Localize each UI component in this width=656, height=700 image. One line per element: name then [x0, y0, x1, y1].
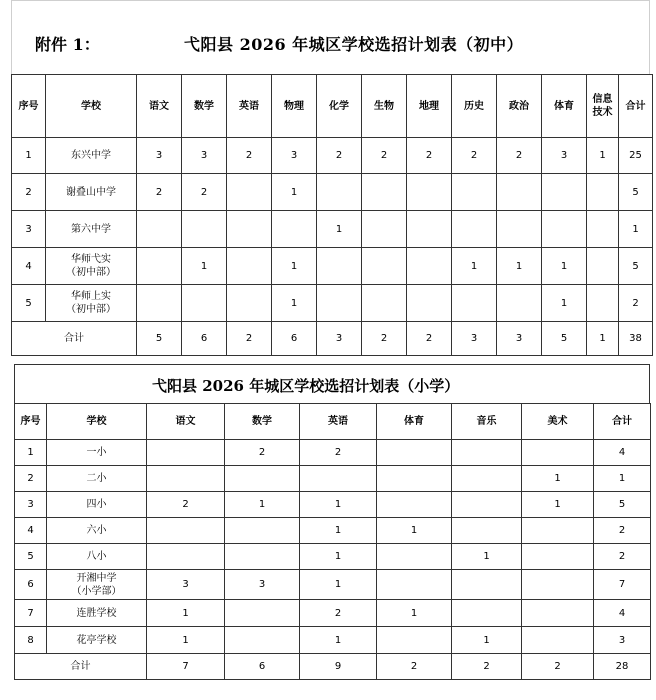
table-cell: 1	[182, 248, 227, 285]
school-name-cell: 谢叠山中学	[46, 174, 137, 211]
table-cell: 3	[137, 138, 182, 174]
table-cell	[317, 285, 362, 322]
table-cell: 1	[300, 544, 377, 570]
table-cell	[377, 570, 452, 600]
table-cell	[522, 440, 594, 466]
primary-table-title: 弋阳县 2026 年城区学校选招计划表（小学）	[152, 377, 460, 395]
table-cell: 2	[137, 174, 182, 211]
school-name-cell: 连胜学校	[47, 600, 147, 627]
school-name-cell: 四小	[47, 492, 147, 518]
column-header: 序号	[15, 404, 47, 440]
total-cell: 28	[594, 654, 651, 680]
table-cell: 25	[619, 138, 653, 174]
table-cell: 1	[452, 544, 522, 570]
table-row	[15, 570, 651, 600]
school-name-cell: 华师弋实 （初中部）	[46, 248, 137, 285]
table-cell: 3	[272, 138, 317, 174]
table-cell	[497, 285, 542, 322]
table-cell: 2	[452, 138, 497, 174]
table-cell: 1	[542, 248, 587, 285]
column-header: 语文	[147, 404, 225, 440]
table-cell	[147, 466, 225, 492]
total-cell: 38	[619, 322, 653, 356]
total-cell: 6	[225, 654, 300, 680]
table-cell	[147, 544, 225, 570]
table-cell	[542, 211, 587, 248]
table-row	[12, 138, 653, 174]
table-cell: 3	[225, 570, 300, 600]
table-cell: 1	[15, 440, 47, 466]
table-row	[15, 600, 651, 627]
table-cell: 2	[594, 544, 651, 570]
table-cell	[407, 285, 452, 322]
table-cell	[452, 570, 522, 600]
table-row	[12, 285, 653, 322]
table-cell	[407, 211, 452, 248]
table-cell: 6	[15, 570, 47, 600]
table-cell: 2	[497, 138, 542, 174]
column-header: 英语	[227, 75, 272, 138]
column-header: 序号	[12, 75, 46, 138]
table-cell	[407, 248, 452, 285]
table-cell: 1	[272, 248, 317, 285]
column-header: 体育	[542, 75, 587, 138]
column-header: 化学	[317, 75, 362, 138]
column-header: 政治	[497, 75, 542, 138]
table-cell	[452, 492, 522, 518]
table-cell	[272, 211, 317, 248]
column-header: 信息 技术	[587, 75, 619, 138]
table-cell	[452, 518, 522, 544]
table-row	[15, 492, 651, 518]
attachment-label: 附件 1：	[35, 35, 100, 54]
table-cell: 2	[619, 285, 653, 322]
table-cell	[377, 440, 452, 466]
table-cell	[137, 211, 182, 248]
school-name-cell: 一小	[47, 440, 147, 466]
table-cell	[227, 248, 272, 285]
table-cell	[522, 518, 594, 544]
total-cell: 7	[147, 654, 225, 680]
table-cell	[182, 285, 227, 322]
table-cell	[225, 600, 300, 627]
table-cell	[377, 627, 452, 654]
table-cell: 2	[300, 600, 377, 627]
column-header: 合计	[594, 404, 651, 440]
table-cell: 2	[182, 174, 227, 211]
table-cell: 8	[15, 627, 47, 654]
table-cell	[147, 440, 225, 466]
table-cell	[362, 248, 407, 285]
table-cell	[452, 466, 522, 492]
table-row	[12, 211, 653, 248]
table-cell	[362, 211, 407, 248]
total-row	[15, 654, 651, 680]
table-cell	[227, 211, 272, 248]
table-cell: 2	[300, 440, 377, 466]
table-cell: 1	[377, 600, 452, 627]
table-cell	[452, 600, 522, 627]
table-cell	[137, 248, 182, 285]
table-cell: 4	[15, 518, 47, 544]
table-cell: 1	[542, 285, 587, 322]
total-cell: 2	[522, 654, 594, 680]
table-cell: 2	[407, 138, 452, 174]
table-cell: 2	[12, 174, 46, 211]
total-cell: 2	[407, 322, 452, 356]
table-cell	[377, 466, 452, 492]
school-name-cell: 开湘中学 （小学部）	[47, 570, 147, 600]
table-header-row	[15, 404, 651, 440]
table-cell: 5	[15, 544, 47, 570]
table-cell: 1	[300, 492, 377, 518]
table-row	[15, 627, 651, 654]
total-cell: 6	[272, 322, 317, 356]
table-row	[15, 544, 651, 570]
column-header: 学校	[46, 75, 137, 138]
table-cell: 1	[587, 138, 619, 174]
table-cell	[542, 174, 587, 211]
table-cell: 3	[594, 627, 651, 654]
column-header: 物理	[272, 75, 317, 138]
total-label: 合计	[15, 654, 147, 680]
table-cell: 1	[300, 627, 377, 654]
total-cell: 9	[300, 654, 377, 680]
column-header: 体育	[377, 404, 452, 440]
table-cell: 5	[619, 174, 653, 211]
table-cell: 2	[227, 138, 272, 174]
column-header: 数学	[182, 75, 227, 138]
table-cell: 7	[15, 600, 47, 627]
table-row	[15, 518, 651, 544]
table-cell	[587, 211, 619, 248]
table-cell	[147, 518, 225, 544]
column-header: 语文	[137, 75, 182, 138]
total-cell: 5	[542, 322, 587, 356]
table-cell: 7	[594, 570, 651, 600]
table-cell	[377, 544, 452, 570]
table-cell: 1	[272, 285, 317, 322]
table-cell: 1	[452, 248, 497, 285]
table-cell	[227, 174, 272, 211]
table-cell: 2	[362, 138, 407, 174]
table-cell	[377, 492, 452, 518]
table-cell	[317, 174, 362, 211]
total-cell: 2	[362, 322, 407, 356]
table-cell: 1	[594, 466, 651, 492]
table-cell: 1	[377, 518, 452, 544]
table-cell	[522, 570, 594, 600]
table-cell	[587, 285, 619, 322]
school-name-cell: 第六中学	[46, 211, 137, 248]
column-header: 学校	[47, 404, 147, 440]
table-cell	[362, 285, 407, 322]
table-cell: 5	[594, 492, 651, 518]
table-cell	[522, 544, 594, 570]
table-cell: 5	[12, 285, 46, 322]
column-header: 历史	[452, 75, 497, 138]
table-cell: 1	[452, 627, 522, 654]
table-cell	[225, 627, 300, 654]
total-cell: 2	[377, 654, 452, 680]
table-cell: 2	[594, 518, 651, 544]
table-cell	[522, 627, 594, 654]
table-cell: 1	[619, 211, 653, 248]
total-cell: 5	[137, 322, 182, 356]
total-label: 合计	[12, 322, 137, 356]
total-row	[12, 322, 653, 356]
total-cell: 1	[587, 322, 619, 356]
total-cell: 3	[497, 322, 542, 356]
table-cell: 1	[12, 138, 46, 174]
table-cell	[587, 174, 619, 211]
table-cell: 1	[147, 627, 225, 654]
table-cell	[362, 174, 407, 211]
table-row	[15, 466, 651, 492]
table-row	[12, 174, 653, 211]
table-cell	[317, 248, 362, 285]
school-name-cell: 华师上实 （初中部）	[46, 285, 137, 322]
column-header: 音乐	[452, 404, 522, 440]
middle-title-row	[11, 0, 650, 74]
total-cell: 6	[182, 322, 227, 356]
table-cell	[452, 174, 497, 211]
column-header: 美术	[522, 404, 594, 440]
school-name-cell: 二小	[47, 466, 147, 492]
table-cell	[452, 211, 497, 248]
table-row	[15, 440, 651, 466]
table-cell: 2	[317, 138, 362, 174]
table-cell: 3	[12, 211, 46, 248]
school-name-cell: 花亭学校	[47, 627, 147, 654]
table-cell: 1	[300, 570, 377, 600]
column-header: 合计	[619, 75, 653, 138]
table-cell: 1	[522, 492, 594, 518]
table-cell: 2	[147, 492, 225, 518]
school-name-cell: 八小	[47, 544, 147, 570]
total-cell: 2	[452, 654, 522, 680]
table-cell: 1	[300, 518, 377, 544]
table-cell	[227, 285, 272, 322]
total-cell: 3	[317, 322, 362, 356]
table-cell: 1	[147, 600, 225, 627]
table-row	[12, 248, 653, 285]
middle-school-table	[11, 74, 653, 356]
table-cell: 2	[15, 466, 47, 492]
table-cell	[452, 285, 497, 322]
table-cell: 3	[182, 138, 227, 174]
table-cell	[225, 518, 300, 544]
primary-school-table	[14, 403, 651, 680]
table-cell	[225, 544, 300, 570]
column-header: 地理	[407, 75, 452, 138]
table-cell	[452, 440, 522, 466]
primary-title-row	[14, 364, 650, 403]
table-header-row	[12, 75, 653, 138]
table-cell: 1	[497, 248, 542, 285]
middle-table-title: 弋阳县 2026 年城区学校选招计划表（初中）	[184, 35, 524, 54]
table-cell	[137, 285, 182, 322]
table-cell: 3	[15, 492, 47, 518]
table-cell: 1	[317, 211, 362, 248]
school-name-cell: 东兴中学	[46, 138, 137, 174]
table-cell: 1	[522, 466, 594, 492]
column-header: 英语	[300, 404, 377, 440]
table-cell: 2	[225, 440, 300, 466]
table-cell	[300, 466, 377, 492]
table-cell	[407, 174, 452, 211]
table-cell	[587, 248, 619, 285]
table-cell	[522, 600, 594, 627]
table-cell	[225, 466, 300, 492]
table-cell: 4	[12, 248, 46, 285]
table-cell: 1	[272, 174, 317, 211]
table-cell: 1	[225, 492, 300, 518]
table-cell: 4	[594, 440, 651, 466]
table-cell	[497, 211, 542, 248]
total-cell: 3	[452, 322, 497, 356]
column-header: 数学	[225, 404, 300, 440]
table-cell: 4	[594, 600, 651, 627]
school-name-cell: 六小	[47, 518, 147, 544]
table-cell: 5	[619, 248, 653, 285]
column-header: 生物	[362, 75, 407, 138]
table-cell: 3	[147, 570, 225, 600]
total-cell: 2	[227, 322, 272, 356]
table-cell: 3	[542, 138, 587, 174]
table-cell	[497, 174, 542, 211]
table-cell	[182, 211, 227, 248]
